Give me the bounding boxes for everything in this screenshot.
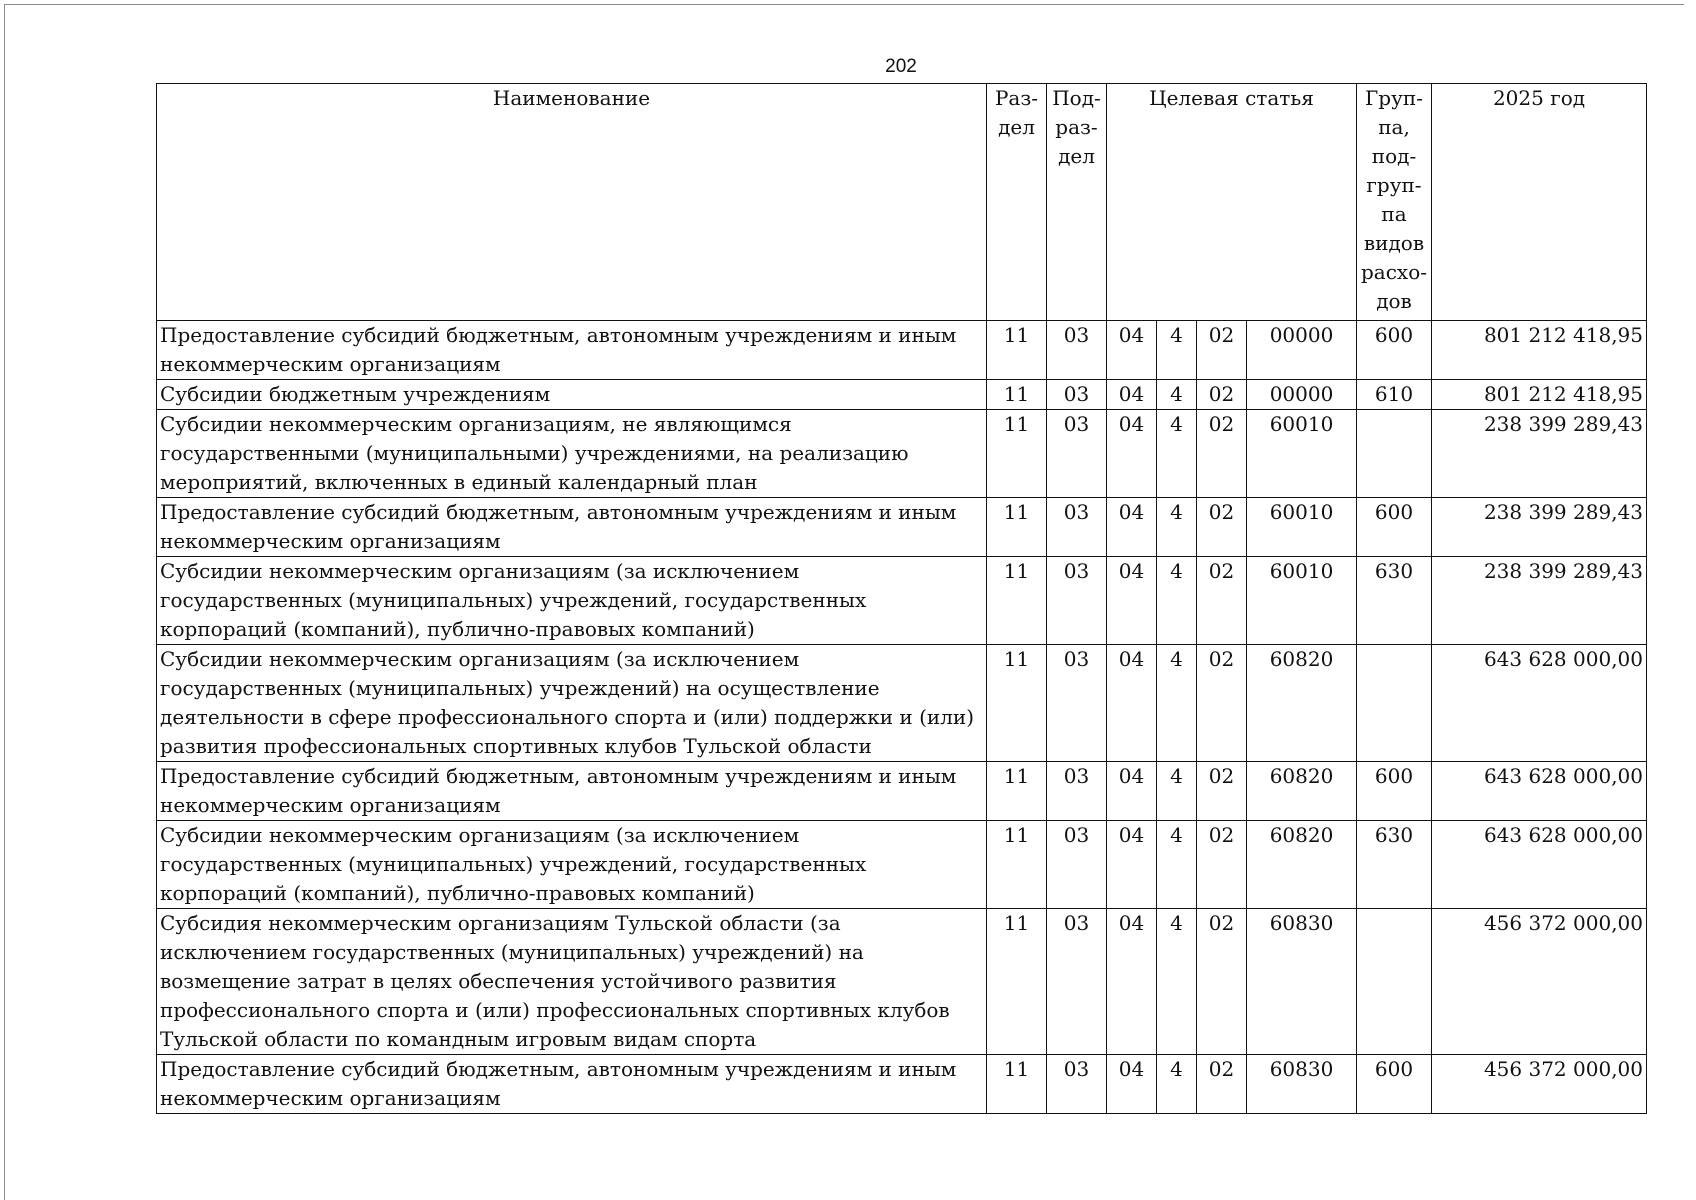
cell-target-direction: 60830 (1247, 909, 1357, 1055)
table-row (157, 1055, 1647, 1114)
table-row (157, 410, 1647, 498)
table-row (157, 380, 1647, 410)
cell-amount: 643 628 000,00 (1432, 762, 1647, 821)
cell-razdel: 11 (987, 498, 1047, 557)
cell-razdel: 11 (987, 909, 1047, 1055)
table-row (157, 498, 1647, 557)
cell-target-subprogram: 4 (1157, 557, 1197, 645)
cell-target-direction: 60820 (1247, 645, 1357, 762)
cell-name: Субсидии некоммерческим организациям, не являющимся государственными (муниципальными) учреждениями, на реализацию мероприятий, включенных в единый календарный план (157, 410, 987, 498)
cell-name: Субсидии некоммерческим организациям (за исключением государственных (муниципальных) учреждений, государственных корпораций (компаний), публично-правовых компаний) (157, 821, 987, 909)
cell-name: Предоставление субсидий бюджетным, автономным учреждениям и иным некоммерческим организациям (157, 762, 987, 821)
cell-target-element: 02 (1197, 557, 1247, 645)
cell-amount: 801 212 418,95 (1432, 321, 1647, 380)
cell-razdel: 11 (987, 821, 1047, 909)
cell-amount: 456 372 000,00 (1432, 909, 1647, 1055)
cell-target-direction: 60820 (1247, 821, 1357, 909)
cell-target-direction: 60010 (1247, 410, 1357, 498)
cell-target-subprogram: 4 (1157, 909, 1197, 1055)
header-podrazdel: Под- раз- дел (1047, 84, 1107, 321)
cell-name: Субсидии бюджетным учреждениям (157, 380, 987, 410)
cell-razdel: 11 (987, 380, 1047, 410)
cell-target-element: 02 (1197, 762, 1247, 821)
cell-target-subprogram: 4 (1157, 410, 1197, 498)
cell-target-program: 04 (1107, 410, 1157, 498)
cell-razdel: 11 (987, 410, 1047, 498)
header-year: 2025 год (1432, 84, 1647, 321)
table-row (157, 645, 1647, 762)
cell-target-program: 04 (1107, 762, 1157, 821)
header-razdel: Раз- дел (987, 84, 1047, 321)
cell-expense-group: 600 (1357, 498, 1432, 557)
cell-target-program: 04 (1107, 909, 1157, 1055)
cell-target-subprogram: 4 (1157, 321, 1197, 380)
cell-podrazdel: 03 (1047, 762, 1107, 821)
cell-razdel: 11 (987, 557, 1047, 645)
cell-amount: 238 399 289,43 (1432, 410, 1647, 498)
cell-target-subprogram: 4 (1157, 821, 1197, 909)
scan-edge-left (4, 4, 5, 1200)
table-row (157, 909, 1647, 1055)
cell-target-direction: 60830 (1247, 1055, 1357, 1114)
cell-name: Субсидии некоммерческим организациям (за исключением государственных (муниципальных) учреждений, государственных корпораций (компаний), публично-правовых компаний) (157, 557, 987, 645)
cell-amount: 238 399 289,43 (1432, 557, 1647, 645)
scan-edge-top (4, 4, 1684, 5)
cell-target-direction: 00000 (1247, 380, 1357, 410)
cell-target-subprogram: 4 (1157, 645, 1197, 762)
cell-target-subprogram: 4 (1157, 380, 1197, 410)
header-name: Наименование (157, 84, 987, 321)
cell-amount: 238 399 289,43 (1432, 498, 1647, 557)
cell-podrazdel: 03 (1047, 557, 1107, 645)
cell-podrazdel: 03 (1047, 645, 1107, 762)
cell-target-element: 02 (1197, 821, 1247, 909)
cell-target-program: 04 (1107, 1055, 1157, 1114)
cell-target-element: 02 (1197, 909, 1247, 1055)
cell-target-subprogram: 4 (1157, 1055, 1197, 1114)
cell-podrazdel: 03 (1047, 410, 1107, 498)
cell-name: Субсидия некоммерческим организациям Тульской области (за исключением государственных (муниципальных) учреждений) на возмещение затрат в целях обеспечения устойчивого развития профессионального спорта и (или) профессиональных спортивных клубов Тульской области по командным игровым видам спорта (157, 909, 987, 1055)
table-header-row (157, 84, 1647, 321)
cell-target-direction: 60010 (1247, 557, 1357, 645)
cell-razdel: 11 (987, 645, 1047, 762)
page-number: 202 (885, 56, 917, 77)
cell-amount: 643 628 000,00 (1432, 821, 1647, 909)
cell-expense-group (1357, 410, 1432, 498)
cell-name: Предоставление субсидий бюджетным, автономным учреждениям и иным некоммерческим организациям (157, 498, 987, 557)
cell-target-element: 02 (1197, 645, 1247, 762)
cell-name: Субсидии некоммерческим организациям (за исключением государственных (муниципальных) учреждений) на осуществление деятельности в сфере профессионального спорта и (или) поддержки и (или) развития профессиональных спортивных клубов Тульской области (157, 645, 987, 762)
cell-podrazdel: 03 (1047, 821, 1107, 909)
cell-amount: 801 212 418,95 (1432, 380, 1647, 410)
cell-expense-group (1357, 909, 1432, 1055)
cell-podrazdel: 03 (1047, 1055, 1107, 1114)
cell-podrazdel: 03 (1047, 498, 1107, 557)
cell-target-program: 04 (1107, 321, 1157, 380)
cell-target-direction: 60010 (1247, 498, 1357, 557)
cell-expense-group: 600 (1357, 762, 1432, 821)
cell-target-program: 04 (1107, 821, 1157, 909)
cell-podrazdel: 03 (1047, 909, 1107, 1055)
table-row (157, 762, 1647, 821)
budget-table (156, 83, 1647, 1114)
cell-expense-group: 630 (1357, 557, 1432, 645)
cell-target-direction: 00000 (1247, 321, 1357, 380)
cell-razdel: 11 (987, 1055, 1047, 1114)
header-tselevaya-statya: Целевая статья (1107, 84, 1357, 321)
cell-expense-group: 630 (1357, 821, 1432, 909)
cell-target-element: 02 (1197, 498, 1247, 557)
cell-expense-group: 600 (1357, 1055, 1432, 1114)
cell-expense-group: 610 (1357, 380, 1432, 410)
cell-target-element: 02 (1197, 1055, 1247, 1114)
cell-name: Предоставление субсидий бюджетным, автономным учреждениям и иным некоммерческим организациям (157, 1055, 987, 1114)
cell-razdel: 11 (987, 762, 1047, 821)
cell-amount: 456 372 000,00 (1432, 1055, 1647, 1114)
table-body (157, 321, 1647, 1114)
cell-amount: 643 628 000,00 (1432, 645, 1647, 762)
cell-target-subprogram: 4 (1157, 498, 1197, 557)
cell-target-program: 04 (1107, 645, 1157, 762)
cell-razdel: 11 (987, 321, 1047, 380)
cell-target-program: 04 (1107, 380, 1157, 410)
cell-target-element: 02 (1197, 321, 1247, 380)
cell-target-direction: 60820 (1247, 762, 1357, 821)
cell-target-element: 02 (1197, 380, 1247, 410)
cell-podrazdel: 03 (1047, 380, 1107, 410)
cell-podrazdel: 03 (1047, 321, 1107, 380)
cell-expense-group: 600 (1357, 321, 1432, 380)
cell-target-element: 02 (1197, 410, 1247, 498)
cell-expense-group (1357, 645, 1432, 762)
table-row (157, 557, 1647, 645)
table-row (157, 321, 1647, 380)
cell-target-program: 04 (1107, 557, 1157, 645)
cell-name: Предоставление субсидий бюджетным, автономным учреждениям и иным некоммерческим организациям (157, 321, 987, 380)
cell-target-subprogram: 4 (1157, 762, 1197, 821)
header-gruppa-vidov-rashodov: Груп- па, под- груп- па видов расхо- дов (1357, 84, 1432, 321)
cell-target-program: 04 (1107, 498, 1157, 557)
table-row (157, 821, 1647, 909)
